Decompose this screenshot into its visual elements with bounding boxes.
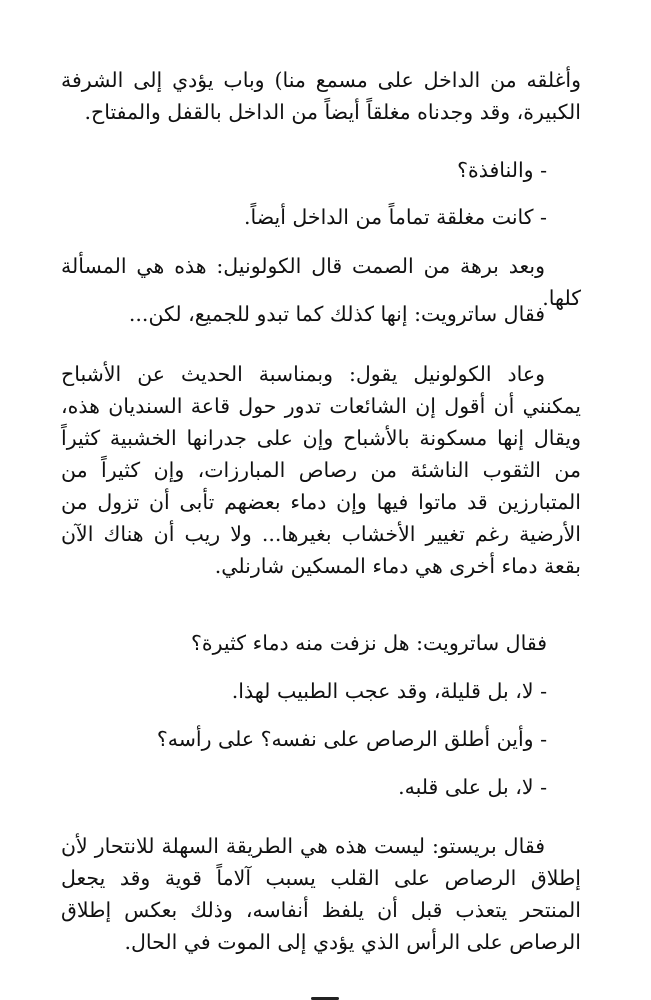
dialog-shot-answer: - لا، بل على قلبه.	[398, 775, 547, 799]
paragraph-colonel-silence: وبعد برهة من الصمت قال الكولونيل: هذه هي المسألة كلها.	[61, 254, 581, 310]
dialog-shot-question: - وأين أطلق الرصاص على نفسه؟ على رأسه؟	[156, 727, 547, 751]
dialog-blood-answer: - لا، بل قليلة، وقد عجب الطبيب لهذا.	[231, 679, 547, 703]
page-number-fragment	[300, 990, 350, 1000]
paragraph-ghosts-story: وعاد الكولونيل يقول: وبمناسبة الحديث عن الأشباح يمكنني أن أقول إن الشائعات تدور حول قاعة السنديان هذه، ويقال إنها مسكونة بالأشباح وإن على جدرانها الخشبية كثيراً من الثقوب الناشئة من رصاص المبارزات، وإن كثيراً من المتبارزين قد ماتوا فيها وإن دماء بعضهم تأبى أن تزول من الأرضية رغم تغيير الأخشاب بغيرها... ولا ريب أن هناك الآن بقعة دماء أخرى هي دماء المسكين شارنلي.	[61, 362, 581, 578]
dialog-window-question: - والنافذة؟	[457, 158, 547, 182]
dialog-window-answer: - كانت مغلقة تماماً من الداخل أيضاً.	[243, 205, 547, 229]
paragraph-door-locked: وأغلقه من الداخل على مسمع منا) وباب يؤدي إلى الشرفة الكبيرة، وقد وجدناه مغلقاً أيضاً من الداخل بالقفل والمفتاح.	[61, 68, 581, 124]
paragraph-bristow-remark: فقال بريستو: ليست هذه هي الطريقة السهلة للانتحار لأن إطلاق الرصاص على القلب يسبب آلاماً قوية وقد يجعل المنتحر يتعذب قبل أن يلفظ أنفاسه، وذلك بعكس إطلاق الرصاص على الرأس الذي يؤدي إلى الموت في الحال.	[61, 834, 581, 954]
dialog-blood-question: فقال ساترويت: هل نزفت منه دماء كثيرة؟	[191, 631, 547, 655]
paragraph-satterthwaite-reply: فقال ساترويت: إنها كذلك كما تبدو للجميع، لكن...	[128, 302, 545, 326]
